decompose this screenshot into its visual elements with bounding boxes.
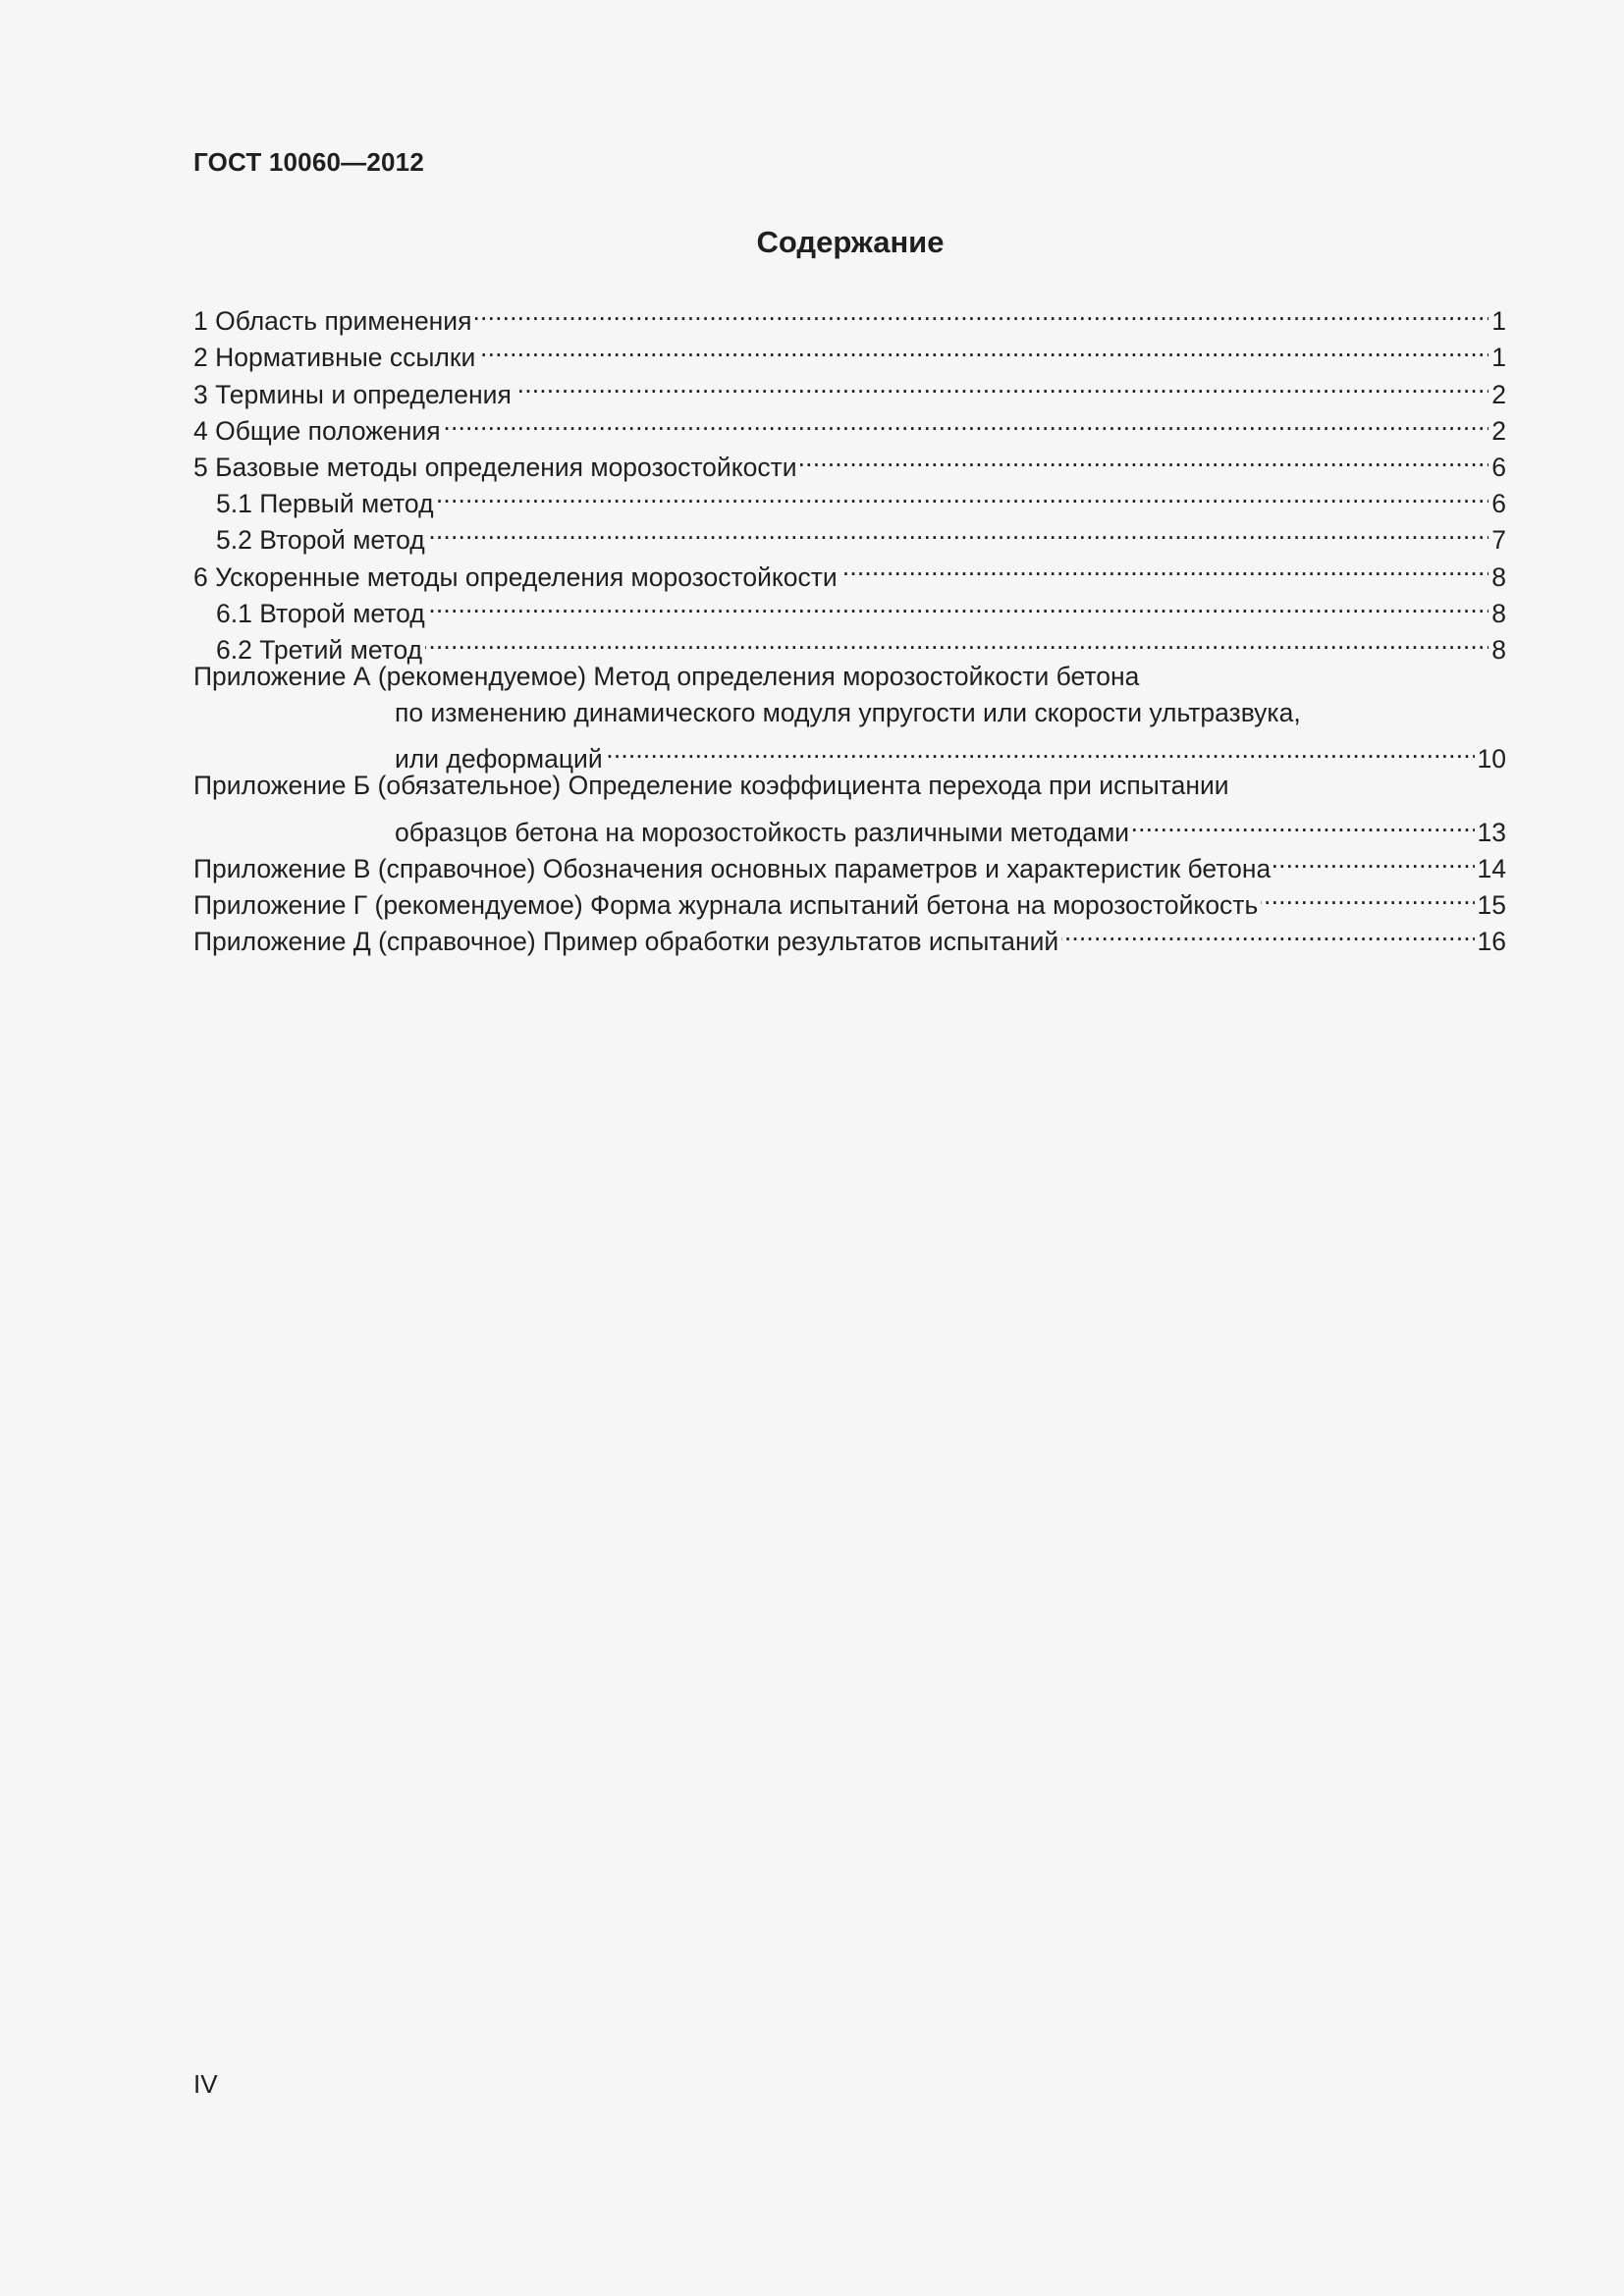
toc-entry-text: Приложение В (справочное) Обозначения основных параметров и характеристик бетона — [193, 854, 1272, 883]
toc-entry-page: 8 — [1491, 634, 1506, 665]
toc-entry-text: Приложение Д (справочное) Пример обработки результатов испытаний — [193, 927, 1059, 957]
toc-entry-text: 1 Область применения — [193, 306, 472, 337]
toc-entry-text: 5 Базовые методы определения морозостойкости — [193, 452, 797, 482]
toc-entry-page: 15 — [1477, 890, 1506, 921]
dot-leader — [1261, 878, 1474, 914]
dot-leader — [1132, 805, 1474, 841]
toc-entry-page: 6 — [1491, 489, 1506, 519]
toc-entry[interactable] — [193, 622, 1506, 665]
toc-entry-appendix-a[interactable] — [193, 659, 1506, 695]
toc-entry[interactable] — [193, 403, 1506, 446]
toc-entry[interactable] — [193, 440, 1506, 482]
dot-leader — [478, 330, 1489, 366]
toc-entry-appendix-v[interactable] — [193, 841, 1506, 883]
toc-entry[interactable] — [193, 586, 1506, 628]
toc-entry-text: или деформаций — [395, 744, 603, 774]
toc-entry-page: 2 — [1491, 379, 1506, 409]
toc-title: Содержание — [756, 225, 945, 259]
toc-entry-page: 6 — [1491, 452, 1506, 482]
dot-leader — [800, 440, 1489, 476]
toc-entry-text: 6.2 Третий метод — [216, 634, 423, 665]
toc-entry-continuation[interactable] — [193, 731, 1506, 774]
toc-entry-page: 14 — [1477, 854, 1506, 883]
dot-leader — [425, 622, 1489, 659]
toc-entry-text: образцов бетона на морозостойкость различными методами — [395, 817, 1130, 847]
toc-entry-text: 4 Общие положения — [193, 415, 441, 446]
page-number: IV — [193, 2069, 218, 2099]
toc-entry-text: Приложение Г (рекомендуемое) Форма журнала испытаний бетона на морозостойкость — [193, 890, 1259, 921]
toc-entry[interactable] — [193, 294, 1506, 337]
toc-entry-continuation[interactable] — [193, 805, 1506, 847]
toc-entry-page: 2 — [1491, 415, 1506, 446]
toc-entry-page: 16 — [1477, 927, 1506, 957]
dot-leader — [444, 403, 1489, 440]
dot-leader — [1061, 914, 1474, 950]
dot-leader — [428, 586, 1489, 622]
toc-entry[interactable] — [193, 549, 1506, 592]
toc-entry[interactable] — [193, 476, 1506, 519]
toc-entry-text: 3 Термины и определения — [193, 379, 512, 409]
toc-entry-page: 8 — [1491, 561, 1506, 592]
toc-entry-page: 1 — [1491, 343, 1506, 373]
dot-leader — [437, 476, 1489, 512]
toc-entry-page: 7 — [1491, 525, 1506, 556]
toc-entry[interactable] — [193, 366, 1506, 409]
table-of-contents — [193, 294, 1506, 957]
toc-entry-page: 13 — [1477, 817, 1506, 847]
toc-entry-continuation — [193, 695, 1506, 731]
toc-entry-page: 1 — [1491, 306, 1506, 337]
toc-entry[interactable] — [193, 512, 1506, 556]
dot-leader — [474, 294, 1489, 330]
toc-entry-text: Приложение Б (обязательное) Определение коэффициента перехода при испытании — [193, 771, 1229, 801]
toc-entry-appendix-b[interactable] — [193, 768, 1506, 804]
dot-leader — [606, 731, 1475, 768]
toc-entry-appendix-d[interactable] — [193, 914, 1506, 957]
dot-leader — [428, 512, 1489, 549]
toc-entry-page: 8 — [1491, 598, 1506, 628]
toc-entry-page: 10 — [1477, 744, 1506, 774]
toc-entry-text: Приложение А (рекомендуемое) Метод определения морозостойкости бетона — [193, 661, 1140, 691]
toc-entry-text: по изменению динамического модуля упругости или скорости ультразвука, — [395, 698, 1301, 728]
toc-entry-text: 6 Ускоренные методы определения морозостойкости — [193, 561, 838, 592]
toc-entry-text: 6.1 Второй метод — [216, 598, 425, 628]
dot-leader — [840, 549, 1489, 585]
toc-entry-text: 2 Нормативные ссылки — [193, 343, 476, 373]
document-code: ГОСТ 10060—2012 — [193, 147, 424, 177]
toc-entry[interactable] — [193, 330, 1506, 373]
toc-entry-text: 5.1 Первый метод — [216, 489, 434, 519]
dot-leader — [514, 366, 1489, 402]
dot-leader — [1273, 841, 1474, 878]
toc-entry-appendix-g[interactable] — [193, 878, 1506, 921]
toc-entry-text: 5.2 Второй метод — [216, 525, 425, 556]
